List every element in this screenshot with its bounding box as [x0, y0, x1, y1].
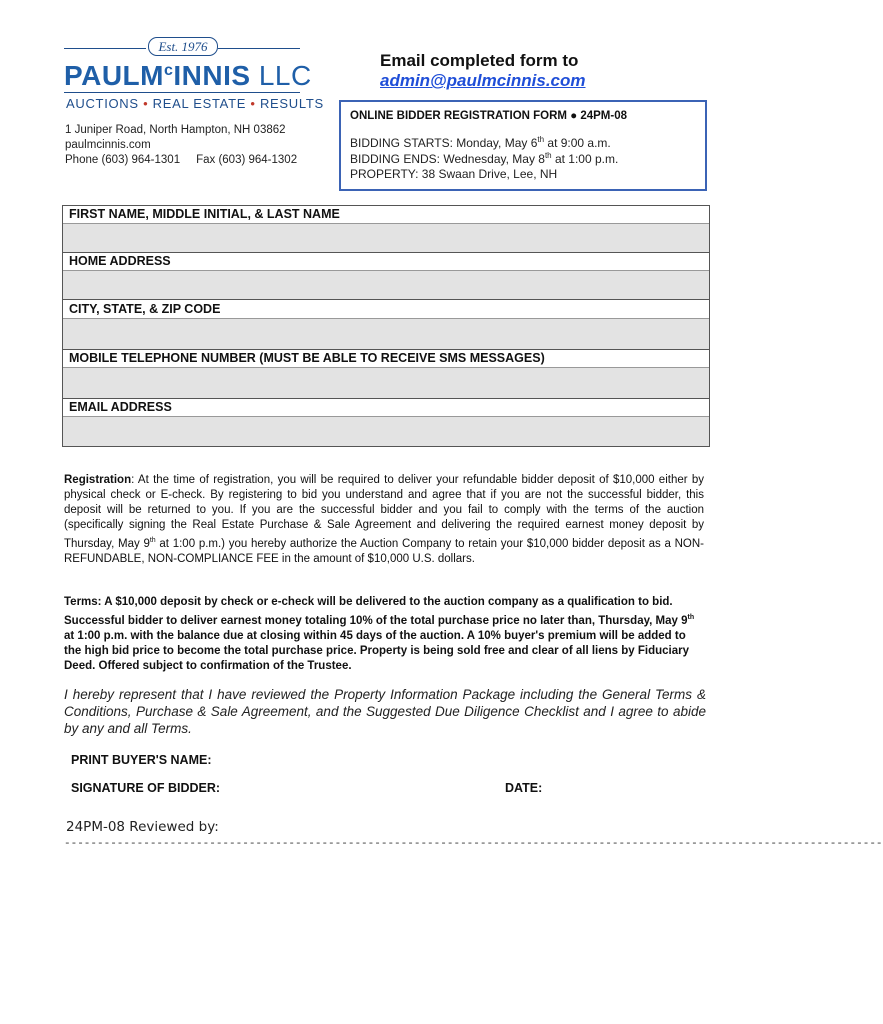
company-logo	[64, 54, 312, 93]
bidding-starts-text: BIDDING STARTS: Monday, May 6	[350, 136, 538, 150]
date-label: DATE:	[505, 781, 543, 795]
field-full-name	[63, 206, 709, 253]
tagline-separator: •	[138, 96, 153, 111]
logo-name-rest: INNIS	[173, 60, 251, 91]
bidding-ends-text: BIDDING ENDS: Wednesday, May 8	[350, 152, 545, 166]
reviewed-by-label: 24PM-08 Reviewed by:	[66, 819, 219, 835]
field-label: EMAIL ADDRESS	[63, 399, 709, 416]
bidding-starts-time: at 9:00 a.m.	[544, 136, 611, 150]
city-state-zip-input[interactable]	[63, 318, 709, 349]
representation-statement: I hereby represent that I have reviewed the Property Information Package including the General Terms & Conditions, Purchase & Sale Agreement, and the Suggested Due Diligence Checklist and I agree to abide by any and all Terms.	[64, 687, 706, 736]
company-phone-fax	[65, 154, 297, 166]
signature-label: SIGNATURE OF BIDDER:	[71, 781, 221, 795]
logo-name-main: PAULM	[64, 60, 164, 91]
tagline-results: RESULTS	[259, 96, 324, 111]
bidding-ends	[350, 151, 618, 166]
terms-text-2: at 1:00 p.m. with the balance due at closing within 45 days of the auction. A 10% buyer's premium will be added to the high bid price to become the total purchase price. Property is being sold free and clear of all liens by Fiduciary Deed. Offered subject to confirmation of the Trustee.	[64, 629, 689, 672]
logo-rule-right	[218, 48, 300, 49]
company-phone: Phone (603) 964-1301	[65, 154, 181, 166]
email-instruction: Email completed form to	[380, 51, 579, 70]
logo-rule-left	[64, 48, 146, 49]
field-home-address	[63, 253, 709, 300]
email-link[interactable]: admin@paulmcinnis.com	[380, 71, 586, 90]
tagline-separator: •	[246, 96, 260, 111]
terms-sup: th	[687, 614, 695, 621]
field-label: CITY, STATE, & ZIP CODE	[63, 300, 709, 318]
registration-paragraph	[64, 473, 704, 567]
dashed-divider: ----------------------------------------------------------------------------------------------------------------------------	[64, 838, 883, 850]
bidding-ends-time: at 1:00 p.m.	[551, 152, 619, 166]
logo-name-sup: c	[163, 62, 174, 79]
logo-name-llc: LLC	[250, 60, 312, 91]
logo-tagline	[66, 96, 324, 111]
bidding-starts	[350, 135, 611, 150]
tagline-real-estate: REAL ESTATE	[152, 96, 247, 111]
terms-heading: Terms:	[64, 596, 102, 608]
bidding-ends-sup: th	[544, 151, 552, 160]
bidder-fields-table	[62, 205, 710, 447]
field-label: FIRST NAME, MIDDLE INITIAL, & LAST NAME	[63, 206, 709, 223]
home-address-input[interactable]	[63, 270, 709, 299]
terms-paragraph	[64, 595, 704, 674]
field-label: HOME ADDRESS	[63, 253, 709, 270]
registration-text-1: : At the time of registration, you will be required to deliver your refundable bidder deposit of $10,000 either by physical check or E-check. By registering to bid you understand and agree that if you are not the successful bidder, this deposit will be returned to you. If you are the successful bidder and you fail to comply with the terms of the auction (specifically signing the Real Estate Purchase & Sale Agreement and delivering the required earnest money deposit by Thursday, May 9	[64, 474, 704, 550]
field-label: MOBILE TELEPHONE NUMBER (MUST BE ABLE TO RECEIVE SMS MESSAGES)	[63, 350, 709, 367]
field-city-state-zip	[63, 300, 709, 350]
registration-text-2: at 1:00 p.m.) you hereby authorize the Auction Company to retain your $10,000 bidder deposit as a NON-REFUNDABLE, NON-COMPLIANCE FEE in the amount of $10,000 U.S. dollars.	[64, 537, 704, 565]
email-input[interactable]	[63, 416, 709, 446]
company-fax: Fax (603) 964-1302	[196, 154, 298, 166]
company-street: 1 Juniper Road, North Hampton, NH 03862	[65, 124, 286, 136]
field-email	[63, 399, 709, 446]
terms-text-1: A $10,000 deposit by check or e-check will be delivered to the auction company as a qualification to bid. Successful bidder to deliver earnest money totaling 10% of the total purchase price no later than, Thursday, May 9	[64, 596, 688, 627]
logo-est-badge: Est. 1976	[148, 37, 218, 56]
tagline-auctions: AUCTIONS	[66, 96, 139, 111]
mobile-phone-input[interactable]	[63, 367, 709, 398]
property-address: PROPERTY: 38 Swaan Drive, Lee, NH	[350, 167, 558, 181]
field-mobile-phone	[63, 350, 709, 399]
form-title: ONLINE BIDDER REGISTRATION FORM ● 24PM-08	[350, 110, 628, 122]
company-website: paulmcinnis.com	[65, 139, 151, 151]
print-buyer-name-label: PRINT BUYER'S NAME:	[71, 753, 212, 767]
registration-sup: th	[149, 537, 156, 544]
registration-heading: Registration	[64, 474, 132, 486]
full-name-input[interactable]	[63, 223, 709, 252]
bidding-starts-sup: th	[537, 135, 545, 144]
logo-underline	[64, 92, 300, 93]
